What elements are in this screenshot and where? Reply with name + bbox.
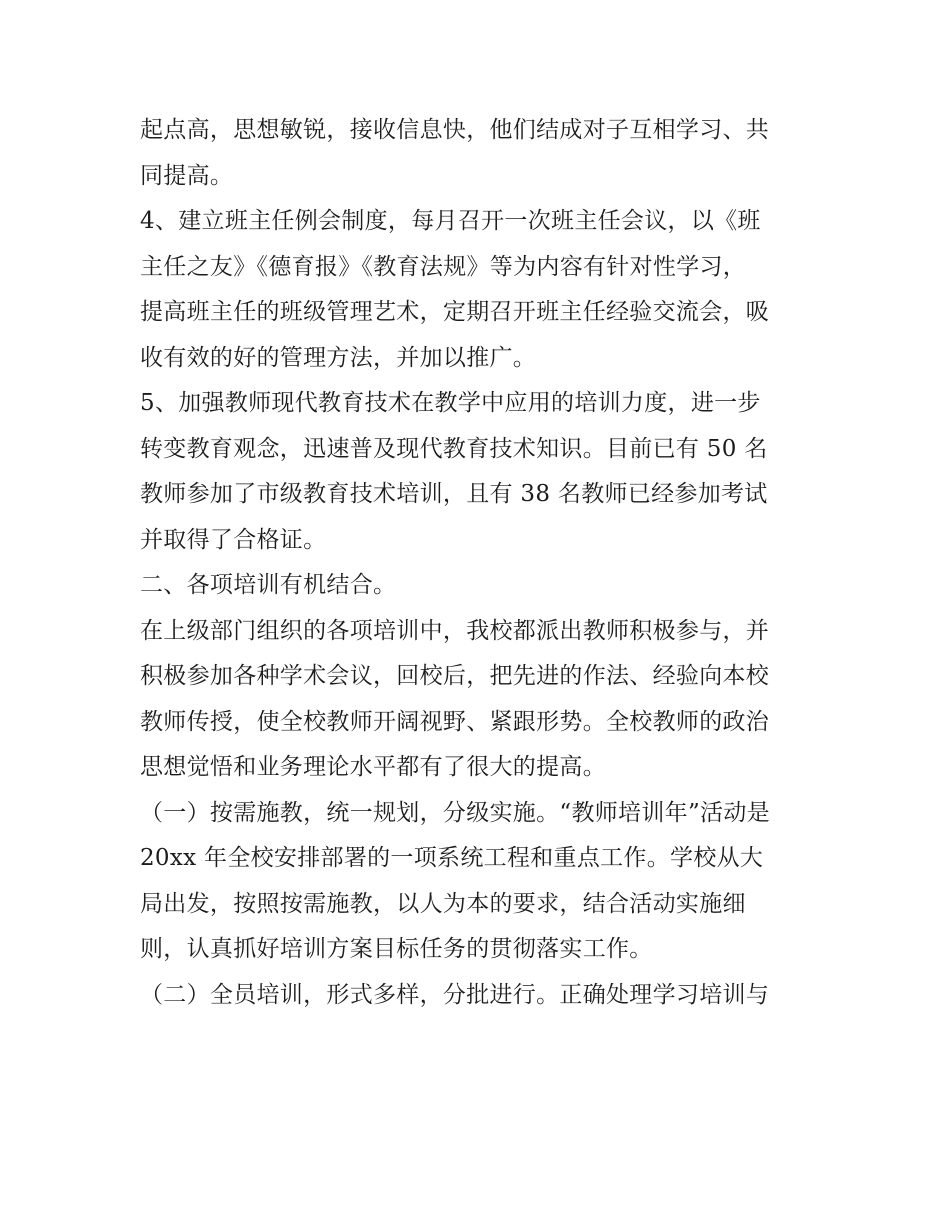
paragraph-subsection-2: [140, 973, 820, 1019]
text-line: 提高班主任的班级管理艺术，定期召开班主任经验交流会，吸: [140, 299, 770, 325]
text-line: 并取得了合格证。: [140, 526, 327, 553]
text-line: 5、加强教师现代教育技术在教学中应用的培训力度，进一步: [140, 390, 761, 416]
text-line: 转变教育观念，迅速普及现代教育技术知识。目前已有 50 名: [140, 435, 768, 462]
paragraph-continuation: [140, 108, 820, 199]
text-line: 局出发，按照按需施教，以人为本的要求，结合活动实施细: [140, 890, 746, 917]
text-line: 在上级部门组织的各项培训中，我校都派出教师积极参与，并: [140, 617, 770, 644]
document-body: [140, 108, 820, 1018]
section-heading: [140, 563, 820, 609]
text-line: 二、各项培训有机结合。: [140, 572, 397, 598]
text-line: 主任之友》《德育报》《教育法规》等为内容有针对性学习，: [140, 253, 747, 280]
text-line: 4、建立班主任例会制度，每月召开一次班主任会议，以《班: [140, 208, 761, 234]
text-line: 积极参加各种学术会议，回校后，把先进的作法、经验向本校: [140, 663, 770, 689]
text-line: 起点高，思想敏锐，接收信息快，他们结成对子互相学习、共: [140, 117, 770, 143]
text-line: （二）全员培训，形式多样，分批进行。正确处理学习培训与: [140, 981, 770, 1008]
paragraph-training-summary: [140, 609, 820, 791]
text-line: 则，认真抓好培训方案目标任务的贯彻落实工作。: [140, 936, 653, 962]
text-line: 同提高。: [140, 162, 234, 189]
text-line: 教师传授，使全校教师开阔视野、紧跟形势。全校教师的政治: [140, 708, 770, 735]
text-line: 思想觉悟和业务理论水平都有了很大的提高。: [140, 754, 606, 780]
paragraph-subsection-1: [140, 791, 820, 973]
paragraph-item-5: [140, 381, 820, 563]
text-line: （一）按需施教，统一规划，分级实施。“教师培训年”活动是: [140, 799, 770, 826]
paragraph-item-4: [140, 199, 820, 381]
text-line: 教师参加了市级教育技术培训，且有 38 名教师已经参加考试: [140, 481, 768, 507]
text-line: 20xx 年全校安排部署的一项系统工程和重点工作。学校从大: [140, 845, 764, 871]
text-line: 收有效的好的管理方法，并加以推广。: [140, 344, 537, 371]
